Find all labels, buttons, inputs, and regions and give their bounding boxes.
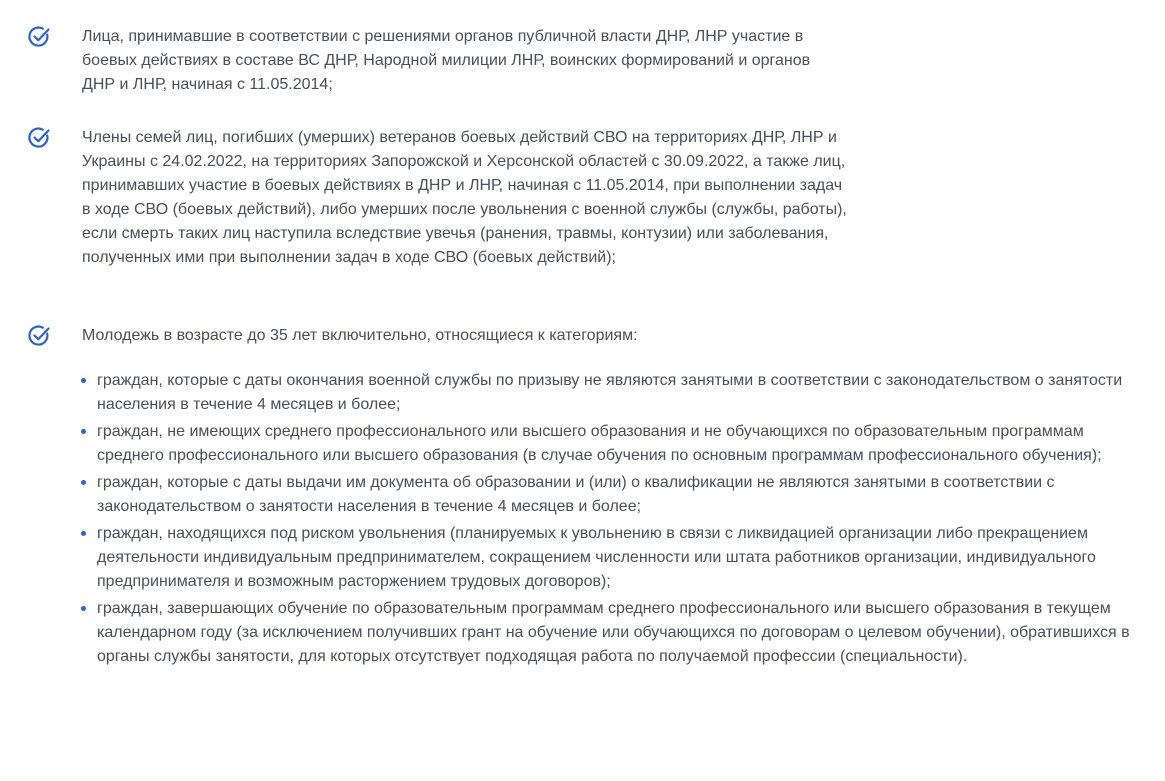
sublist-item bbox=[78, 522, 1138, 594]
category-sublist bbox=[78, 369, 1138, 672]
check-circle-icon bbox=[27, 126, 51, 150]
list-item-text: Лица, принимавшие в соответствии с решениями органов публичной власти ДНР, ЛНР участие в боевых действиях в составе ВС ДНР, Народной милиции ЛНР, воинских формирований и органов ДНР и ЛНР, начиная с 11.05.2014; bbox=[82, 28, 811, 93]
sublist-item-text: граждан, которые с даты окончания военной службы по призыву не являются занятыми в соответствии с законодательством о занятости населения в течение 4 месяцев и более; bbox=[97, 372, 1123, 413]
sublist-item-text: граждан, находящихся под риском увольнения (планируемых к увольнению в связи с ликвидацией организации либо прекращением деятельности индивидуальным предпринимателем, сокращением численности или штата работников организации, индивидуального предпринимателя и возможным расторжением трудовых договоров); bbox=[97, 525, 1096, 590]
bullet-icon bbox=[81, 429, 86, 434]
sublist-item-text: граждан, которые с даты выдачи им документа об образовании и (или) о квалификации не являются занятыми в соответствии с законодательством о занятости населения в течение 4 месяцев и более; bbox=[97, 474, 1055, 515]
sublist-item bbox=[78, 420, 1138, 468]
bullet-icon bbox=[81, 480, 86, 485]
bullet-icon bbox=[81, 378, 86, 383]
bullet-icon bbox=[81, 531, 86, 536]
check-circle-icon bbox=[27, 25, 51, 49]
check-circle-icon bbox=[27, 324, 51, 348]
sublist-item bbox=[78, 471, 1138, 519]
sublist-item-text: граждан, не имеющих среднего профессионального или высшего образования и не обучающихся по образовательным программам среднего профессионального или высшего образования (в случае обучения по основным программам профессионального обучения); bbox=[97, 423, 1102, 464]
sublist-item-text: граждан, завершающих обучение по образовательным программам среднего профессионального или высшего образования в текущем календарном году (за исключением получивших грант на обучение или обучающихся по договорам о целевом обучении), обратившихся в органы службы занятости, для которых отсутствует подходящая работа по получаемой профессии (специальности). bbox=[97, 600, 1130, 665]
sublist-item bbox=[78, 369, 1138, 417]
bullet-icon bbox=[81, 606, 86, 611]
list-item-text: Члены семей лиц, погибших (умерших) ветеранов боевых действий СВО на территориях ДНР, ЛНР и Украины с 24.02.2022, на территориях Запорожской и Херсонской областей с 30.09.2022, а также лиц, принимавших участие в боевых действиях в ДНР и ЛНР, начиная с 11.05.2014, при выполнении задач в ходе СВО (боевых действий), либо умерших после увольнения с военной службы (службы, работы), если смерть таких лиц наступила вследствие увечья (ранения, травмы, контузии) или заболевания, полученных ими при выполнении задач в ходе СВО (боевых действий); bbox=[82, 129, 847, 266]
sublist-item bbox=[78, 597, 1138, 669]
list-item-text: Молодежь в возрасте до 35 лет включительно, относящиеся к категориям: bbox=[82, 327, 638, 344]
